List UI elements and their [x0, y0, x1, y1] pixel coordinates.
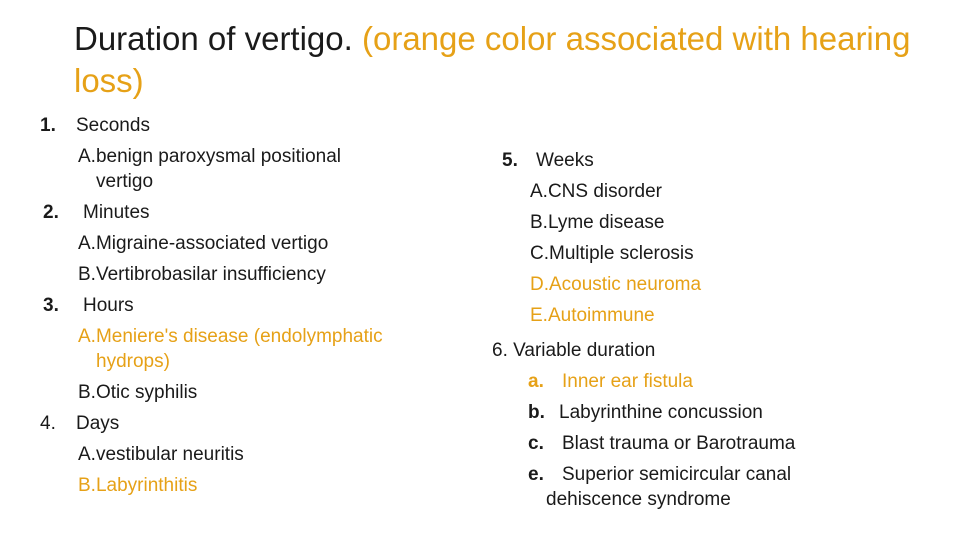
list-number: 2. [43, 202, 59, 223]
sub-text: Superior semicircular canal [562, 464, 792, 485]
sub-item-acoustic-neuroma: D.Acoustic neuroma [530, 274, 702, 295]
list-item-weeks [492, 145, 932, 176]
list-number: 1. [40, 115, 56, 136]
sub-item-autoimmune: E.Autoimmune [530, 305, 655, 326]
sub-letter: e. [528, 464, 544, 485]
sub-item-ms: C.Multiple sclerosis [530, 243, 694, 264]
right-column [492, 145, 932, 515]
sub-item-vbi: B.Vertibrobasilar insufficiency [78, 264, 326, 285]
list-number: 5. [502, 150, 518, 171]
title-main: Duration of vertigo. [74, 20, 362, 57]
sub-letter: c. [528, 433, 544, 454]
list-number: 4. [40, 413, 56, 434]
list-item-variable: 6. Variable duration [492, 340, 656, 361]
sub-item-meniere-cont: hydrops) [96, 351, 170, 372]
sub-item-cns: A.CNS disorder [530, 181, 662, 202]
list-label: Seconds [76, 115, 150, 136]
list-label: Minutes [83, 202, 150, 223]
list-item-seconds [40, 110, 460, 141]
list-item-hours [40, 290, 460, 321]
sub-item-vestibular-neuritis: A.vestibular neuritis [78, 444, 244, 465]
list-label: Weeks [536, 150, 594, 171]
sub-item-ssc-dehiscence-cont: dehiscence syndrome [546, 489, 731, 510]
sub-item-bppv-cont: vertigo [96, 171, 154, 192]
sub-item-migraine: A.Migraine-associated vertigo [78, 233, 329, 254]
sub-text: Labyrinthine concussion [559, 402, 763, 423]
sub-item-concussion [492, 397, 932, 428]
title-orange-note: (orange color associated with hearing loss) [74, 20, 911, 99]
sub-letter: a. [528, 371, 544, 392]
sub-text: Blast trauma or Barotrauma [562, 433, 796, 454]
list-label: Hours [83, 295, 134, 316]
list-label: Days [76, 413, 120, 434]
list-item-days [40, 408, 460, 439]
left-column [40, 110, 460, 501]
sub-item-otic-syphilis: B.Otic syphilis [78, 382, 198, 403]
list-item-minutes [40, 197, 460, 228]
list-number: 3. [43, 295, 59, 316]
sub-text: Inner ear fistula [562, 371, 693, 392]
sub-item-bppv: A.benign paroxysmal positional [78, 146, 341, 167]
sub-item-labyrinthitis: B.Labyrinthitis [78, 475, 198, 496]
sub-item-meniere: A.Meniere's disease (endolymphatic [78, 326, 383, 347]
slide-title [74, 18, 934, 102]
sub-item-lyme: B.Lyme disease [530, 212, 665, 233]
sub-item-blast-trauma [492, 428, 932, 459]
sub-item-fistula [492, 366, 932, 397]
sub-letter: b. [528, 402, 545, 423]
